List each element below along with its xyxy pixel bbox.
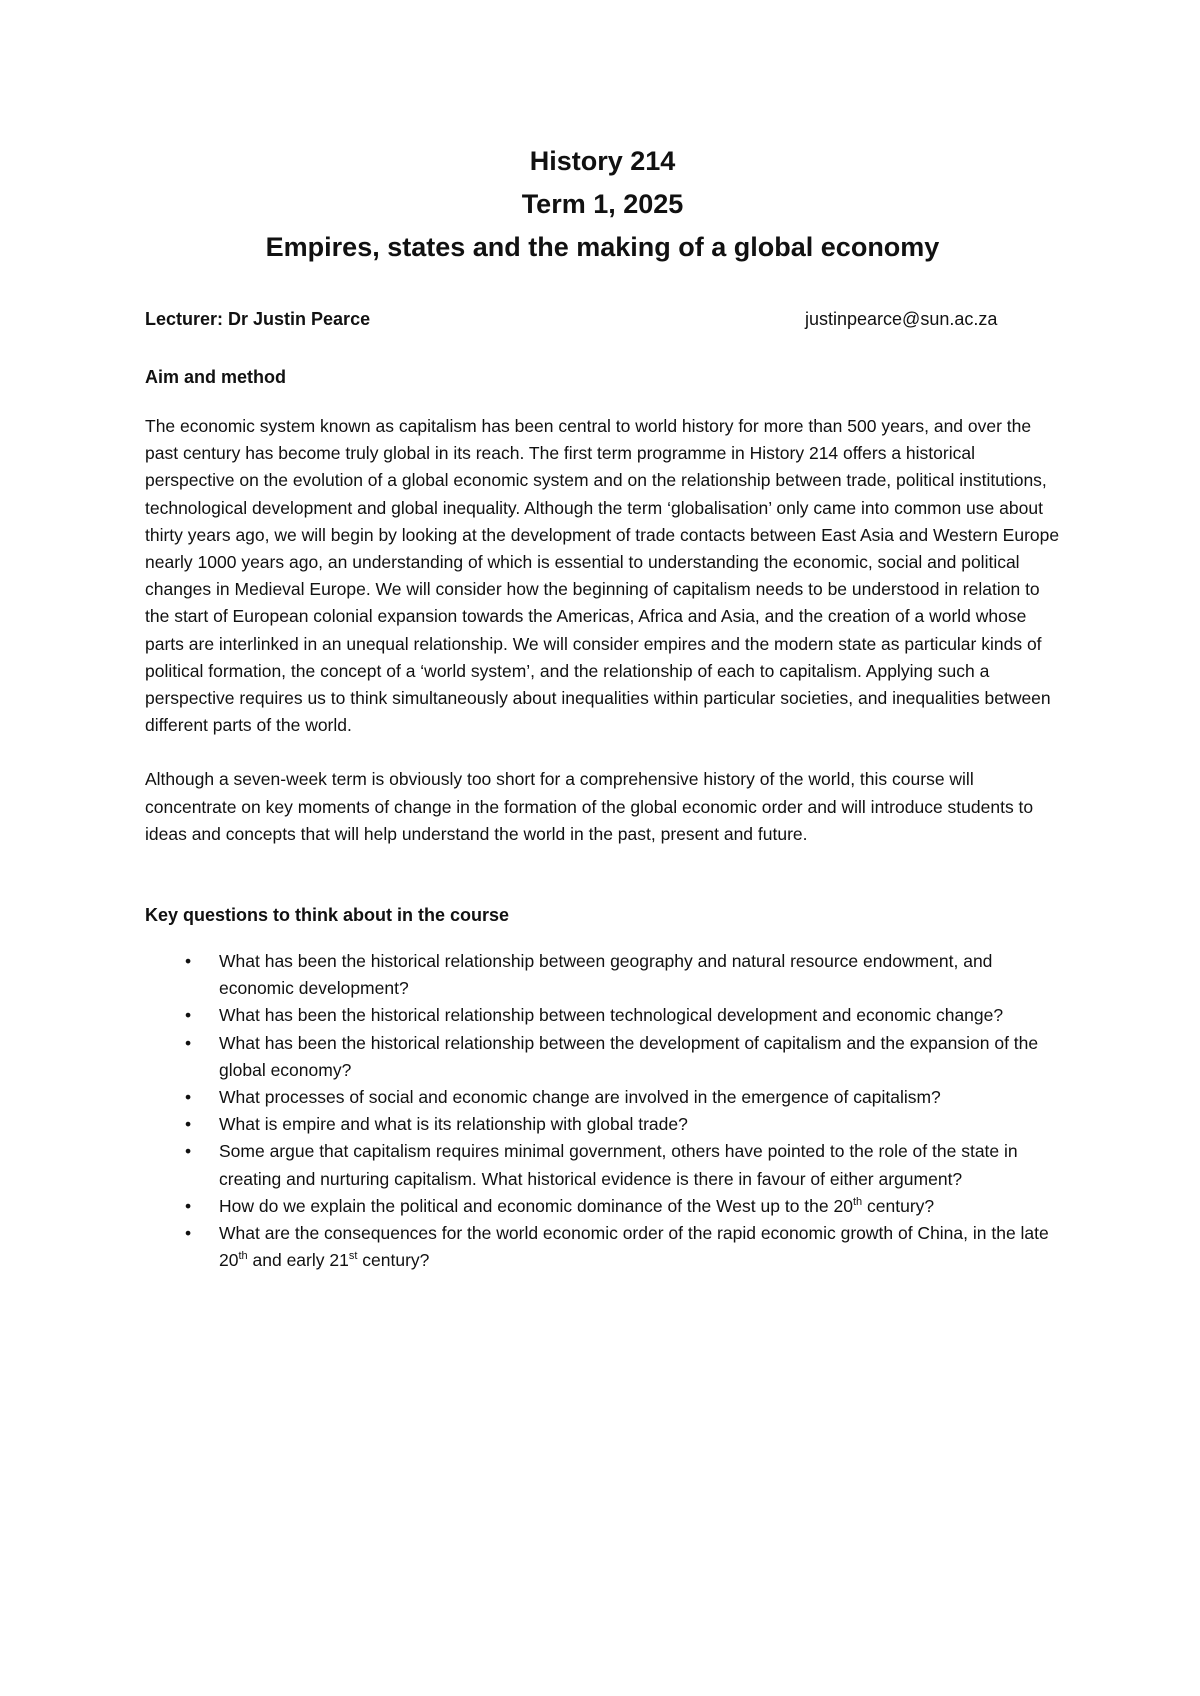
bullet-icon: • xyxy=(185,1114,192,1135)
bullet-icon: • xyxy=(185,1141,192,1162)
question-text-part: and early 21 xyxy=(247,1250,349,1271)
question-text xyxy=(219,1196,934,1216)
bullet-icon: • xyxy=(185,951,192,972)
aim-paragraph-1: The economic system known as capitalism has been central to world history for more than 500 years, and over the past century has become truly global in its reach. The first term programme in History 214 offers a historical perspective on the evolution of a global economic system and on the relationship between trade, political institutions, technological development and global inequality. Although the term ‘globalisation’ only came into common use about thirty years ago, we will begin by looking at the development of trade contacts between East Asia and Western Europe nearly 1000 years ago, an understanding of which is essential to understanding the economic, social and political changes in Medieval Europe. We will consider how the beginning of capitalism needs to be understood in relation to the start of European colonial expansion towards the Americas, Africa and Asia, and the creation of a world whose parts are interlinked in an unequal relationship. We will consider empires and the modern state as particular kinds of political formation, the concept of a ‘world system’, and the relationship of each to capitalism. Applying such a perspective requires us to think simultaneously about inequalities within particular societies, and inequalities between different parts of the world. xyxy=(145,416,1060,736)
question-text xyxy=(219,1223,1049,1270)
question-text: What has been the historical relationship between technological development and economic change? xyxy=(219,1005,1004,1026)
superscript-ordinal: st xyxy=(348,1250,358,1263)
question-text: What is empire and what is its relationship with global trade? xyxy=(219,1114,688,1135)
list-item xyxy=(145,1084,1060,1111)
aim-paragraph-2: Although a seven-week term is obviously too short for a comprehensive history of the world, this course will concentrate on key moments of change in the formation of the global economic order and will introduce students to ideas and concepts that will help understand the world in the past, present and future. xyxy=(145,769,1034,844)
key-questions-list xyxy=(145,948,1060,1274)
term-line: Term 1, 2025 xyxy=(521,189,684,219)
question-text: What has been the historical relationship between the development of capitalism and the expansion of the global economy? xyxy=(219,1032,1039,1080)
key-questions-heading: Key questions to think about in the course xyxy=(145,905,510,926)
bullet-icon: • xyxy=(185,1087,192,1108)
list-item xyxy=(145,1030,1060,1084)
question-text-part: century? xyxy=(357,1250,430,1271)
question-text-part: What are the consequences for the world economic order of the rapid economic growth of China, in the late 20 xyxy=(219,1223,1049,1271)
lecturer-name: Lecturer: Dr Justin Pearce xyxy=(145,309,371,329)
lecturer-email: justinpearce@sun.ac.za xyxy=(805,309,998,329)
bullet-icon: • xyxy=(185,1195,192,1216)
list-item xyxy=(145,1138,1060,1192)
list-item xyxy=(145,948,1060,1002)
question-text-part: century? xyxy=(862,1195,935,1216)
bullet-icon: • xyxy=(185,1032,192,1053)
superscript-ordinal: th xyxy=(852,1196,863,1209)
lecturer-row xyxy=(145,307,1060,331)
list-item xyxy=(145,1220,1060,1274)
bullet-icon: • xyxy=(185,1005,192,1026)
aim-heading: Aim and method xyxy=(145,367,287,387)
question-text-part: How do we explain the political and economic dominance of the West up to the 20 xyxy=(219,1195,853,1216)
title-block xyxy=(145,140,1060,269)
course-code: History 214 xyxy=(529,146,676,176)
bullet-icon: • xyxy=(185,1223,192,1244)
question-text: Some argue that capitalism requires minimal government, others have pointed to the role of the state in creating and nurturing capitalism. What historical evidence is there in favour of either argument? xyxy=(219,1141,1018,1189)
document-page xyxy=(145,140,1060,1274)
list-item xyxy=(145,1002,1060,1029)
question-text: What processes of social and economic change are involved in the emergence of capitalism? xyxy=(219,1087,941,1108)
question-text: What has been the historical relationship between geography and natural resource endowment, and economic development? xyxy=(219,951,993,999)
superscript-ordinal: th xyxy=(238,1250,248,1263)
list-item xyxy=(145,1193,1060,1220)
list-item xyxy=(145,1111,1060,1138)
course-title: Empires, states and the making of a global economy xyxy=(265,232,940,262)
